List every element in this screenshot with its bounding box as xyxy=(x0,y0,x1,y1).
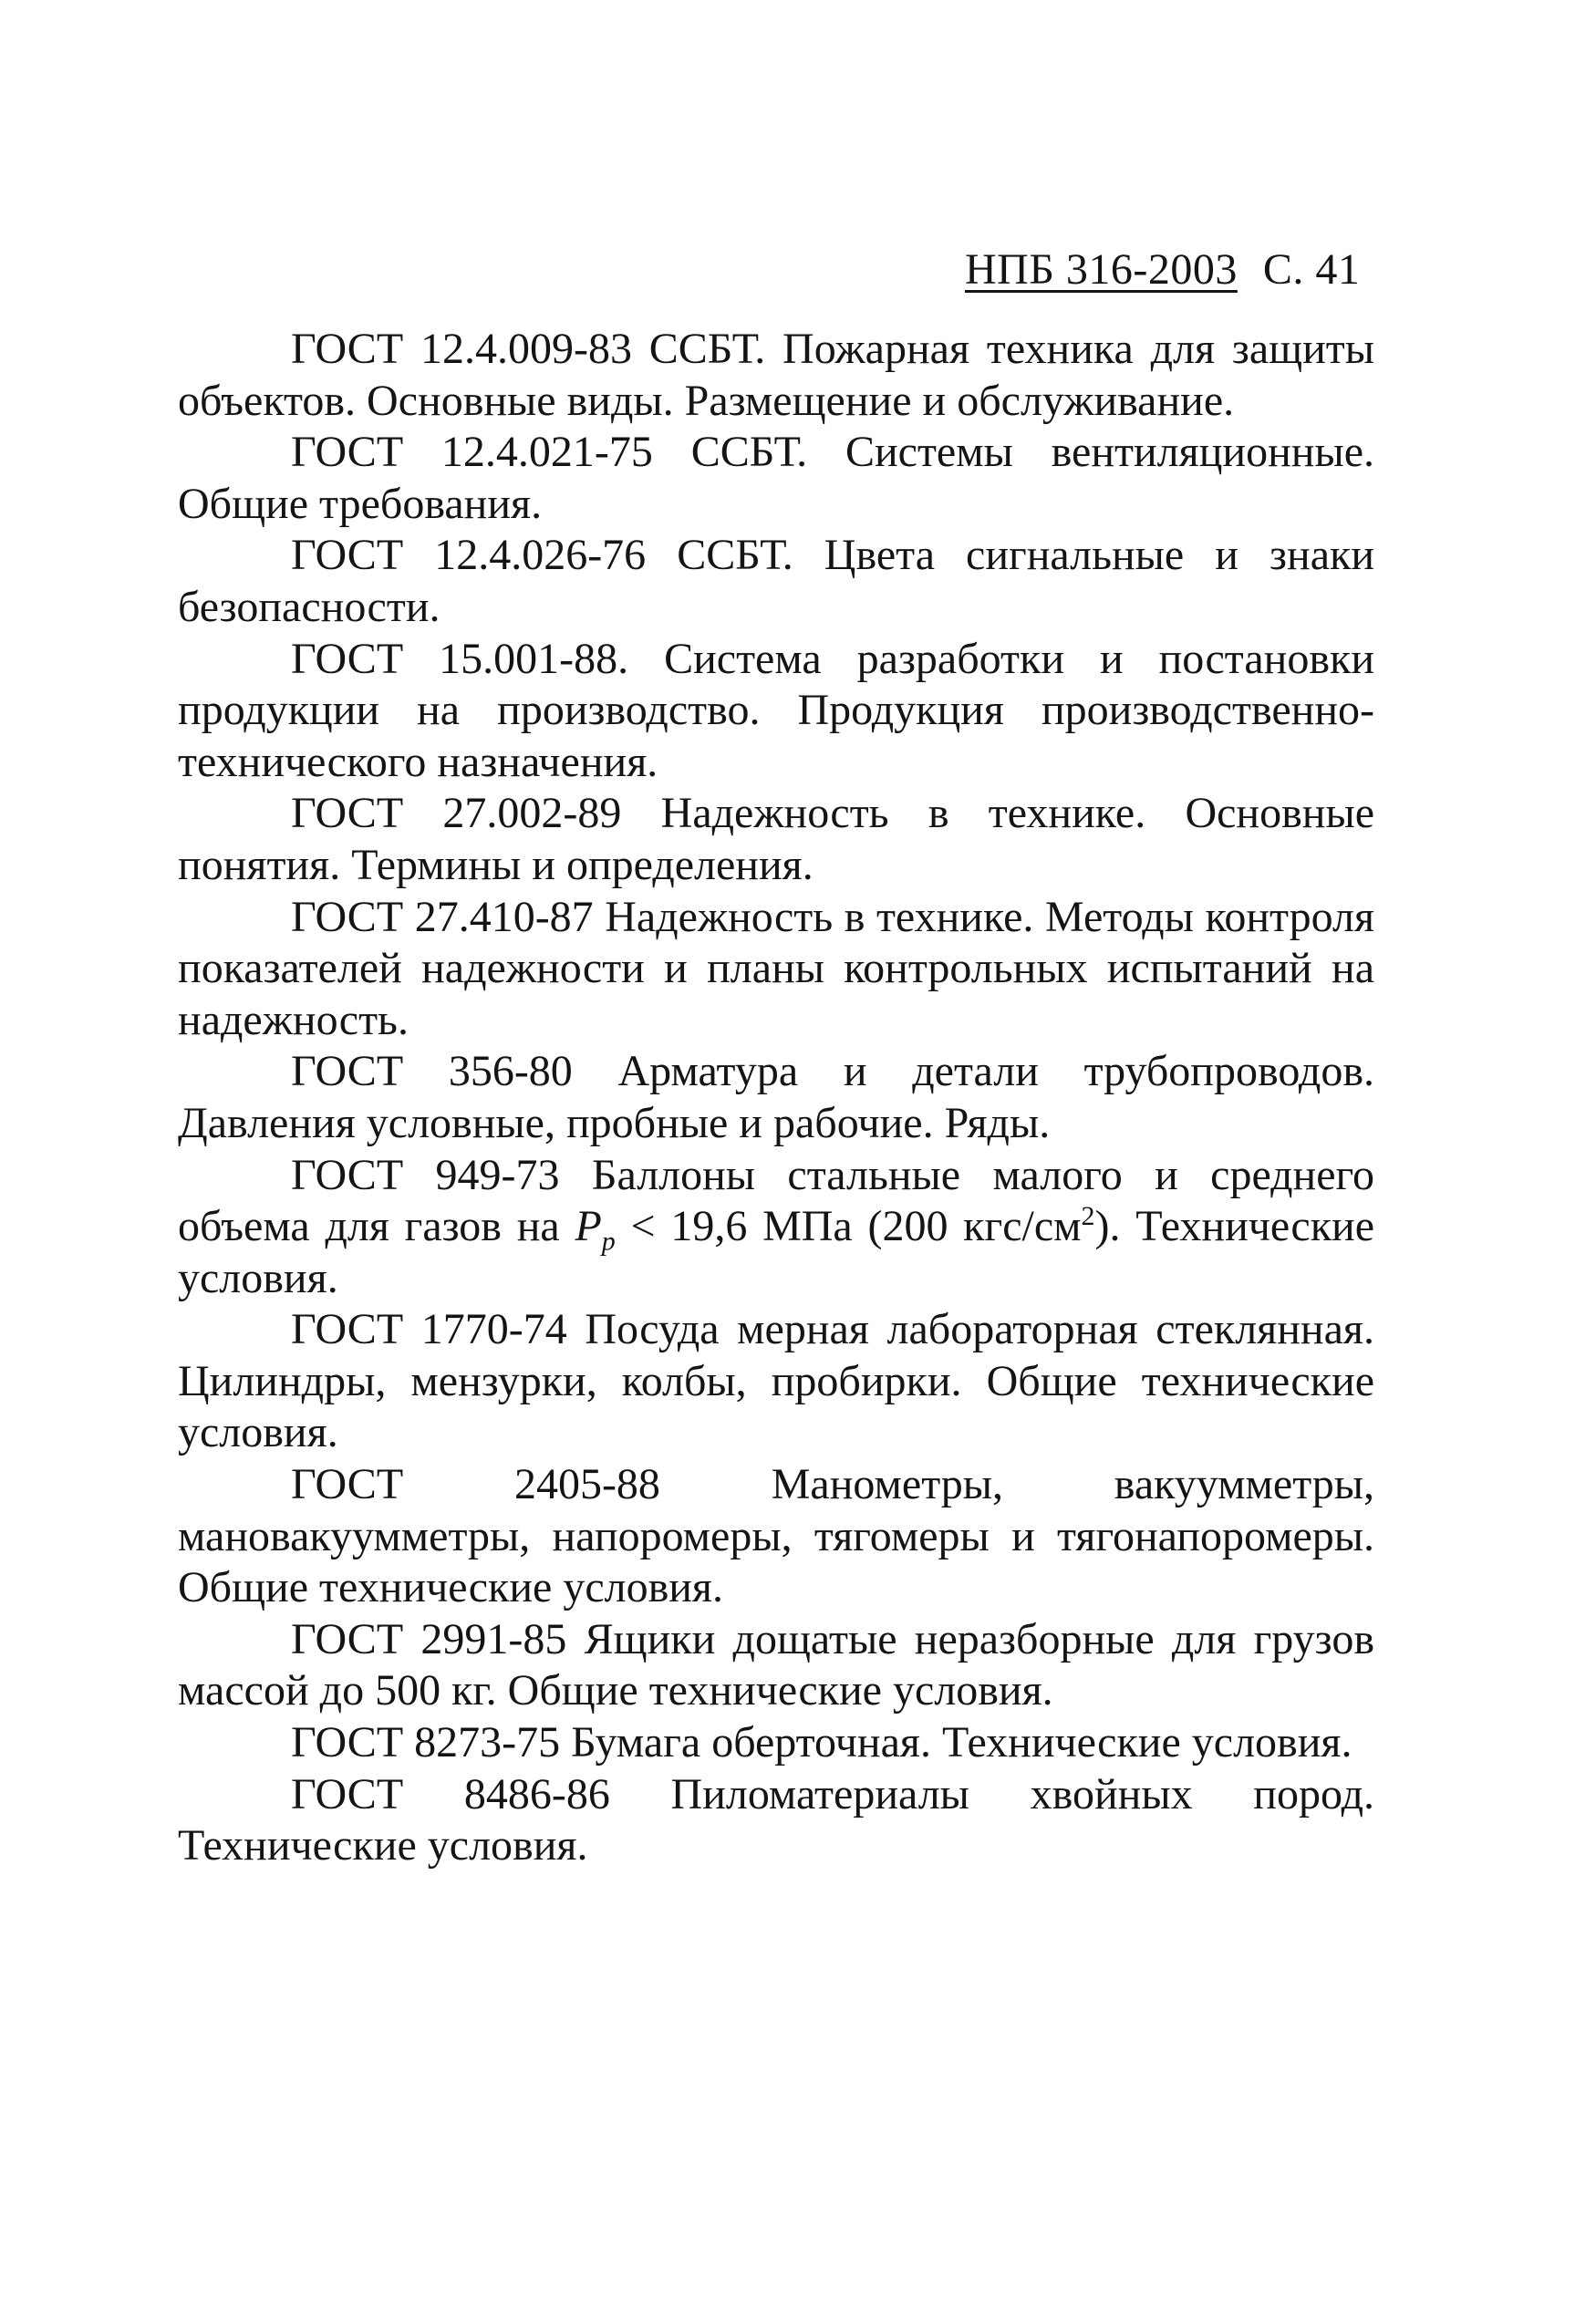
reference-title-part: < 19,6 МПа (200 кгс/см xyxy=(630,1202,1082,1251)
reference-entry xyxy=(178,634,1374,789)
reference-title: ССБТ. Системы вентиляционные. Общие требования. xyxy=(178,428,1375,528)
reference-title-part: Баллоны стальные малого и среднего объема для газов на xyxy=(178,1150,1375,1251)
reference-entry xyxy=(178,1150,1374,1305)
reference-entry xyxy=(178,1459,1374,1614)
page-header xyxy=(965,244,1360,295)
reference-title: Бумага оберточная. Технические условия. xyxy=(571,1718,1352,1767)
reference-code: ГОСТ 1770-74 xyxy=(291,1305,567,1354)
reference-code: ГОСТ 12.4.009-83 xyxy=(291,325,632,373)
reference-code: ГОСТ 12.4.026-76 xyxy=(291,531,647,580)
reference-entry xyxy=(178,427,1374,530)
document-code: НПБ 316-2003 xyxy=(965,245,1238,294)
reference-entry xyxy=(178,892,1374,1047)
reference-entry xyxy=(178,1304,1374,1459)
reference-title: Посуда мерная лабораторная стеклянная. Цилиндры, мензурки, колбы, пробирки. Общие технические условия. xyxy=(178,1305,1374,1457)
reference-code: ГОСТ 949-73 xyxy=(291,1150,560,1199)
reference-entry xyxy=(178,530,1374,633)
reference-title: ССБТ. Цвета сигнальные и знаки безопасности. xyxy=(178,531,1375,631)
reference-title: Арматура и детали трубопроводов. Давления условные, пробные и рабочие. Ряды. xyxy=(178,1047,1375,1147)
reference-title: ССБТ. Пожарная техника для защиты объектов. Основные виды. Размещение и обслуживание. xyxy=(178,325,1374,425)
pressure-symbol: P xyxy=(575,1202,602,1251)
reference-entry xyxy=(178,1614,1374,1717)
reference-code: ГОСТ 15.001-88. xyxy=(291,634,629,683)
reference-title: Надежность в технике. Методы контроля показателей надежности и планы контрольных испытаний на надежность. xyxy=(178,892,1375,1044)
reference-title: Ящики дощатые неразборные для грузов массой до 500 кг. Общие технические условия. xyxy=(178,1614,1375,1715)
reference-title: Система разработки и постановки продукции на производство. Продукция производственно-технического назначения. xyxy=(178,634,1375,786)
reference-code: ГОСТ 356-80 xyxy=(291,1047,573,1096)
unit-exponent: 2 xyxy=(1081,1201,1095,1232)
reference-code: ГОСТ 27.002-89 xyxy=(291,789,622,838)
reference-entry xyxy=(178,1717,1374,1769)
pressure-symbol-subscript: p xyxy=(601,1226,616,1257)
reference-entry xyxy=(178,324,1374,427)
reference-code: ГОСТ 2405-88 xyxy=(291,1460,660,1509)
reference-title: Манометры, вакуумметры, мановакуумметры, напоромеры, тягомеры и тягонапоромеры. Общие технические условия. xyxy=(178,1460,1375,1612)
reference-title: Надежность в технике. Основные понятия. Термины и определения. xyxy=(178,789,1375,889)
reference-code: ГОСТ 27.410-87 xyxy=(291,892,594,941)
reference-entry xyxy=(178,1046,1374,1149)
reference-entry xyxy=(178,788,1374,891)
reference-title: Пиломатериалы хвойных пород. Технические условия. xyxy=(178,1769,1375,1870)
references-list xyxy=(178,324,1374,1872)
page-number: С. 41 xyxy=(1262,245,1361,294)
reference-code: ГОСТ 8273-75 xyxy=(291,1718,561,1767)
reference-code: ГОСТ 12.4.021-75 xyxy=(291,428,653,477)
reference-code: ГОСТ 2991-85 xyxy=(291,1614,567,1663)
reference-title-part: ). Технические условия. xyxy=(178,1202,1375,1302)
reference-entry xyxy=(178,1769,1374,1872)
reference-code: ГОСТ 8486-86 xyxy=(291,1769,610,1818)
